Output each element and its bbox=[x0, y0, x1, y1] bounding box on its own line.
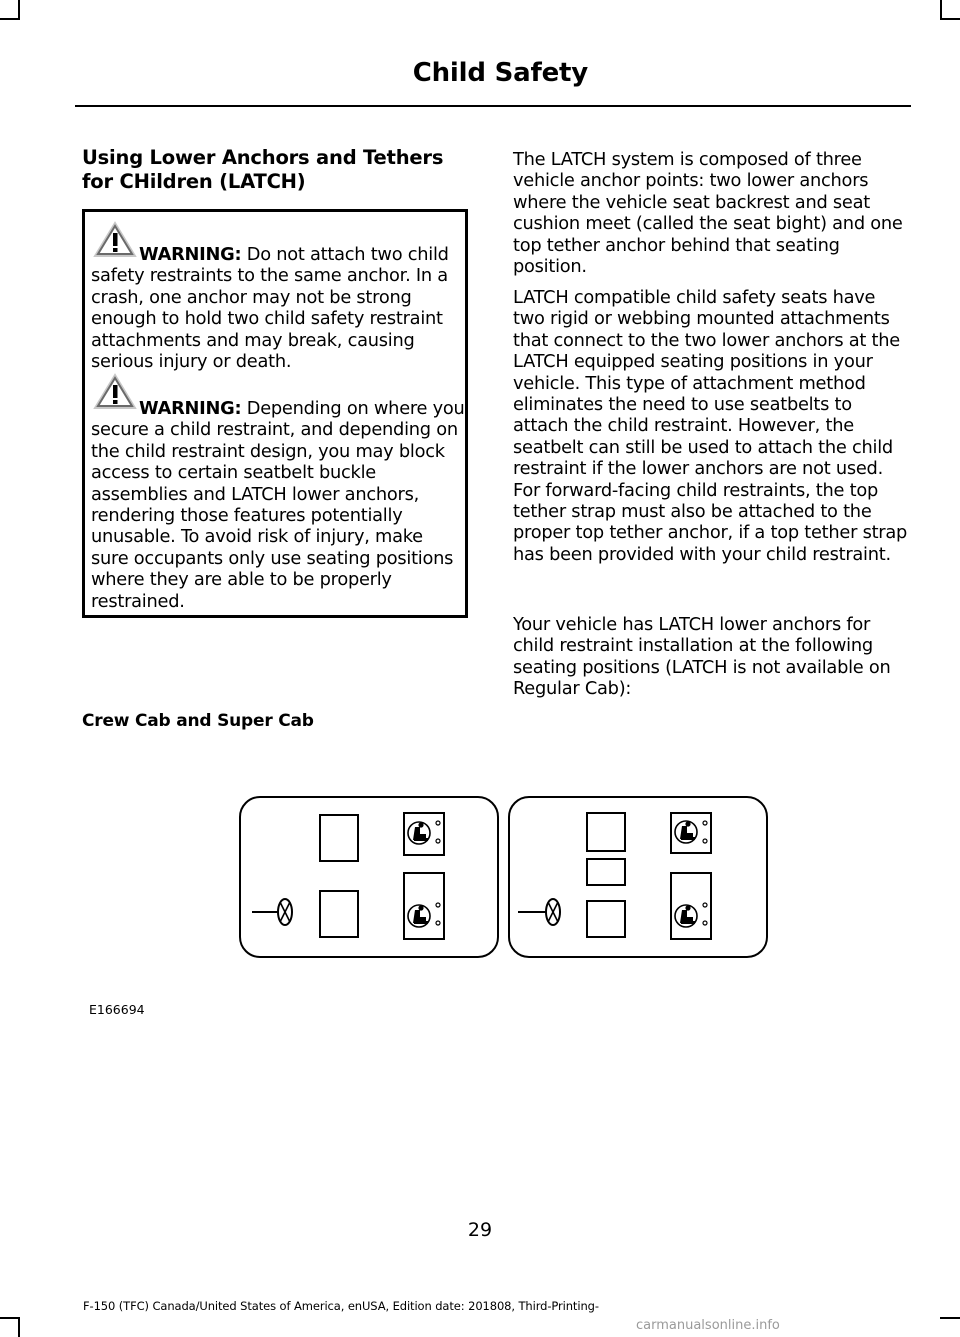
warning-body: Depending on where you secure a child restraint, and depending on the child restraint design, you may block access to certain seatbelt buckle assemblies and LATCH lower anchors, rendering those features potentially unusable. To avoid risk of injury, make sure occupants only use seating positions where they are able to be properly restrained. bbox=[91, 398, 465, 612]
child-seat-icon bbox=[675, 905, 697, 927]
warning-text bbox=[91, 398, 465, 612]
rear-seat-latch bbox=[404, 813, 444, 855]
crew-cab-outline bbox=[240, 797, 498, 957]
center-seat bbox=[587, 859, 625, 885]
watermark: carmanualsonline.info bbox=[636, 1318, 780, 1333]
crop-mark bbox=[0, 1317, 20, 1319]
crop-mark bbox=[18, 1318, 20, 1337]
page-number: 29 bbox=[467, 1219, 493, 1241]
rear-seat-latch bbox=[404, 873, 444, 939]
warning-box bbox=[82, 209, 468, 618]
super-cab-outline bbox=[509, 797, 767, 957]
rear-seat-latch bbox=[671, 813, 711, 853]
page-header-title: Child Safety bbox=[412, 58, 588, 88]
child-seat-icon bbox=[675, 821, 697, 843]
front-seat bbox=[320, 815, 358, 861]
body-paragraph: The LATCH system is composed of three vehicle anchor points: two lower anchors where the vehicle seat backrest and seat cushion meet (called the seat bight) and one top tether anchor behind that seating position. bbox=[513, 149, 903, 278]
child-seat-icon bbox=[408, 905, 430, 927]
footer-edition-text: F-150 (TFC) Canada/United States of America, enUSA, Edition date: 201808, Third-Printing- bbox=[83, 1299, 599, 1313]
header-rule bbox=[75, 105, 911, 107]
child-seat-icon bbox=[408, 822, 430, 844]
crop-mark bbox=[18, 0, 20, 20]
image-reference-id: E166694 bbox=[89, 1002, 145, 1017]
driver-seat bbox=[587, 901, 625, 937]
latch-seating-diagram bbox=[238, 795, 770, 961]
body-paragraph: Your vehicle has LATCH lower anchors for child restraint installation at the following seating positions (LATCH is not available on Regular Cab): bbox=[513, 614, 891, 700]
body-paragraph: LATCH compatible child safety seats have two rigid or webbing mounted attachments that connect to the two lower anchors at the LATCH equipped seating positions in your vehicle. This type of attachment method eliminates the need to use seatbelts to attach the child restraint. However, the seatbelt can still be used to attach the child restraint if the lower anchors are not used. For forward-facing child restraints, the top tether strap must also be attached to the proper top tether anchor, if a top tether strap has been provided with your child restraint. bbox=[513, 287, 908, 565]
warning-label: WARNING: bbox=[139, 398, 242, 419]
crop-mark bbox=[940, 0, 942, 20]
warning-text bbox=[91, 244, 465, 372]
crop-mark bbox=[940, 18, 960, 20]
front-seat bbox=[587, 813, 625, 851]
warning-body: Do not attach two child safety restraints to the same anchor. In a crash, one anchor may not be strong enough to hold two child safety restraint attachments and may break, causing serious injury or death. bbox=[91, 244, 449, 373]
diagram-heading: Crew Cab and Super Cab bbox=[82, 711, 314, 731]
driver-seat bbox=[320, 891, 358, 937]
rear-seat-latch bbox=[671, 873, 711, 939]
warning-label: WARNING: bbox=[139, 244, 242, 265]
crop-mark bbox=[940, 1317, 960, 1319]
section-heading: Using Lower Anchors and Tethers for CHildren (LATCH) bbox=[82, 146, 444, 193]
crop-mark bbox=[0, 18, 20, 20]
